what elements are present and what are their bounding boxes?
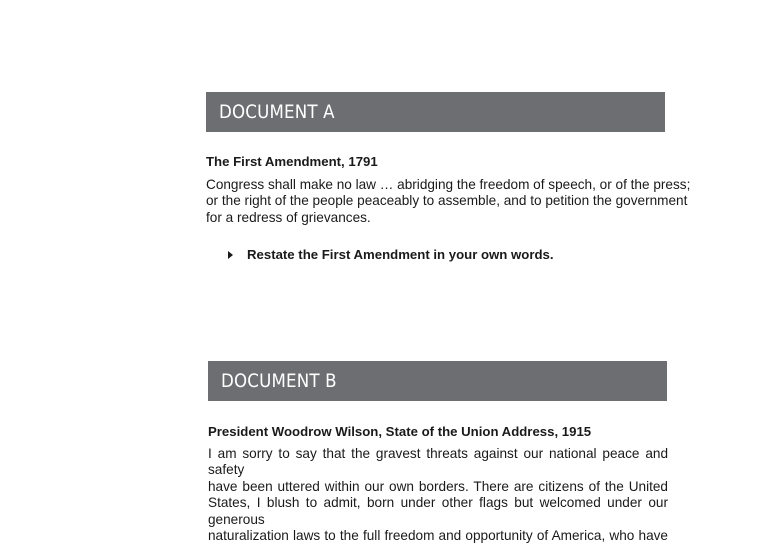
document-a-header-label: DOCUMENT A: [219, 101, 335, 123]
document-b-text-line: naturalization laws to the full freedom and opportunity of America, who have: [208, 528, 668, 544]
right-triangle-icon: [228, 251, 233, 259]
document-b-text-line: have been uttered within our own borders. There are citizens of the United: [208, 478, 668, 494]
document-b-header-label: DOCUMENT B: [221, 370, 337, 392]
document-a-text-line: or the right of the people peaceably to assemble, and to petition the government: [206, 193, 688, 209]
document-a-text-line: for a redress of grievances.: [206, 209, 371, 225]
document-a-prompt: [228, 247, 554, 262]
document-a-text-line: Congress shall make no law … abridging the freedom of speech, or of the press;: [206, 177, 691, 192]
document-a-prompt-text: Restate the First Amendment in your own words.: [247, 247, 554, 262]
document-a-title: The First Amendment, 1791: [206, 154, 378, 169]
document-b-text-line: I am sorry to say that the gravest threats against our national peace and safety: [208, 446, 668, 478]
document-b-title: President Woodrow Wilson, State of the Union Address, 1915: [208, 424, 592, 439]
document-b-text: [208, 446, 668, 544]
document-a-text: [206, 177, 691, 226]
document-a-header: [206, 92, 665, 132]
document-b-header: [208, 361, 667, 401]
document-b-text-line: States, I blush to admit, born under other flags but welcomed under our generous: [208, 495, 668, 527]
